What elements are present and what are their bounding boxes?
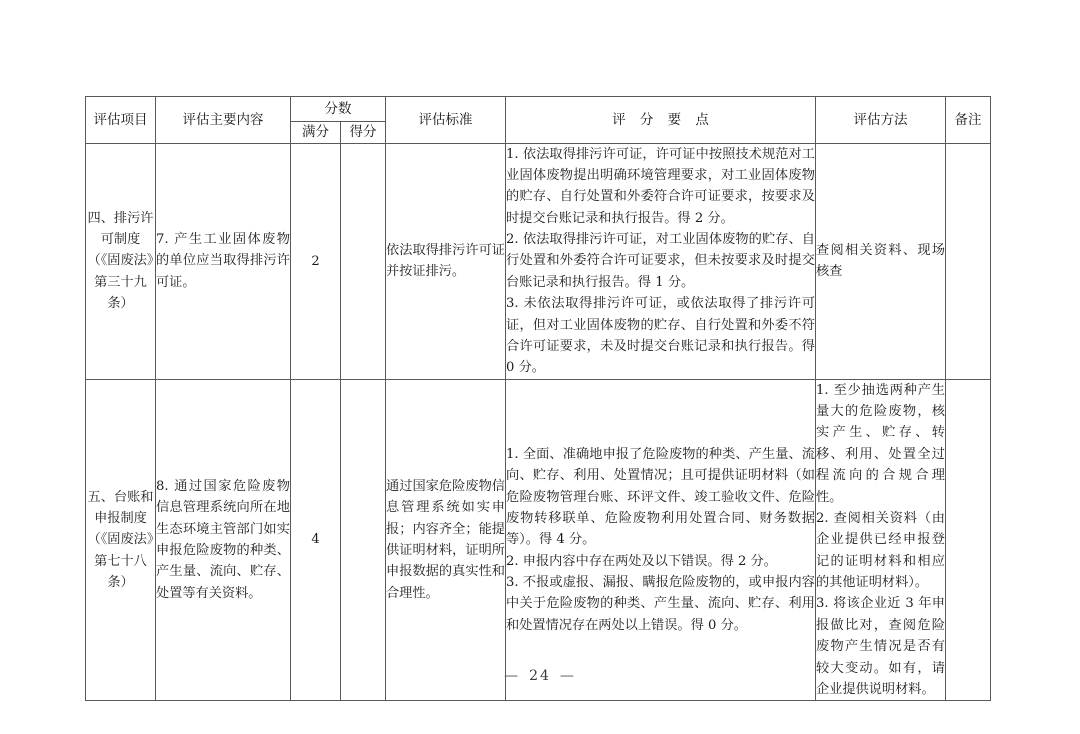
scoring-point: 3. 不报或虚报、漏报、瞒报危险废物的，或申报内容中关于危险废物的种类、产生量、流向、贮存、利用和处置情况存在两处以上错误。得 0 分。 xyxy=(506,575,815,633)
header-main-content: 评估主要内容 xyxy=(156,97,291,144)
row-scoring-points xyxy=(506,143,816,379)
method-item: 1. 至少抽选两种产生量大的危险废物，核实产生、贮存、转移、利用、处置全过程流向的合规合理性。 xyxy=(816,382,945,505)
table-header xyxy=(86,97,991,144)
evaluation-table xyxy=(85,96,991,701)
scoring-point: 1. 全面、准确地申报了危险废物的种类、产生量、流向、贮存、利用、处置情况；且可提供证明材料（如危险废物管理台账、环评文件、竣工验收文件、危险废物转移联单、危险废物利用处置合同、财务数据等）。得 4 分。 xyxy=(506,446,815,548)
row-method xyxy=(816,143,946,379)
header-full-score: 满分 xyxy=(291,122,341,143)
row-full-score: 4 xyxy=(291,379,341,701)
row-item: 五、台账和申报制度（《固废法》第七十八条） xyxy=(86,379,156,701)
header-row-top xyxy=(86,97,991,122)
row-main-content: 8. 通过国家危险废物信息管理系统向所在地生态环境主管部门如实申报危险废物的种类、产生量、流向、贮存、处置等有关资料。 xyxy=(156,379,291,701)
row-full-score: 2 xyxy=(291,143,341,379)
row-main-content: 7. 产生工业固体废物的单位应当取得排污许可证。 xyxy=(156,143,291,379)
method-item: 2. 查阅相关资料（由企业提供已经申报登记的证明材料和相应的其他证明材料）。 xyxy=(816,510,945,590)
row-remark xyxy=(946,379,991,701)
header-got-score: 得分 xyxy=(341,122,386,143)
row-method xyxy=(816,379,946,701)
page-footer xyxy=(0,668,1080,684)
table-row xyxy=(86,143,991,379)
row-standard: 通过国家危险废物信息管理系统如实申报；内容齐全；能提供证明材料，证明所申报数据的真实性和合理性。 xyxy=(386,379,506,701)
method-item: 3. 将该企业近 3 年申报做比对，查阅危险废物产生情况是否有较大变动。如有，请企业提供说明材料。 xyxy=(816,596,945,697)
row-item: 四、排污许可制度（《固废法》第三十九条） xyxy=(86,143,156,379)
header-score-group: 分数 xyxy=(291,97,386,122)
header-standard: 评估标准 xyxy=(386,97,506,144)
header-method: 评估方法 xyxy=(816,97,946,144)
table-row xyxy=(86,379,991,701)
header-scoring-points: 评 分 要 点 xyxy=(506,97,816,144)
table-body xyxy=(86,143,991,701)
scoring-point: 3. 未依法取得排污许可证，或依法取得了排污许可证，但对工业固体废物的贮存、自行处置和外委不符合许可证要求，未及时提交台账记录和执行报告。得 0 分。 xyxy=(506,296,815,376)
page-number: 24 xyxy=(529,668,551,684)
row-remark xyxy=(946,143,991,379)
footer-dash-right: — xyxy=(559,668,576,684)
scoring-point: 2. 申报内容中存在两处及以下错误。得 2 分。 xyxy=(506,553,777,569)
scoring-point: 2. 依法取得排污许可证，对工业固体废物的贮存、自行处置和外委符合许可证要求，但未按要求及时提交台账记录和执行报告。得 1 分。 xyxy=(506,232,815,290)
row-standard: 依法取得排污许可证并按证排污。 xyxy=(386,143,506,379)
footer-dash-left: — xyxy=(504,668,521,684)
method-item: 查阅相关资料、现场核查 xyxy=(816,242,945,280)
row-got-score[interactable] xyxy=(341,379,386,701)
row-got-score[interactable] xyxy=(341,143,386,379)
row-scoring-points xyxy=(506,379,816,701)
header-item: 评估项目 xyxy=(86,97,156,144)
scoring-point: 1. 依法取得排污许可证，许可证中按照技术规范对工业固体废物提出明确环境管理要求，对工业固体废物的贮存、自行处置和外委符合许可证要求，按要求及时提交台账记录和执行报告。得 2 分。 xyxy=(506,146,815,226)
header-remark: 备注 xyxy=(946,97,991,144)
